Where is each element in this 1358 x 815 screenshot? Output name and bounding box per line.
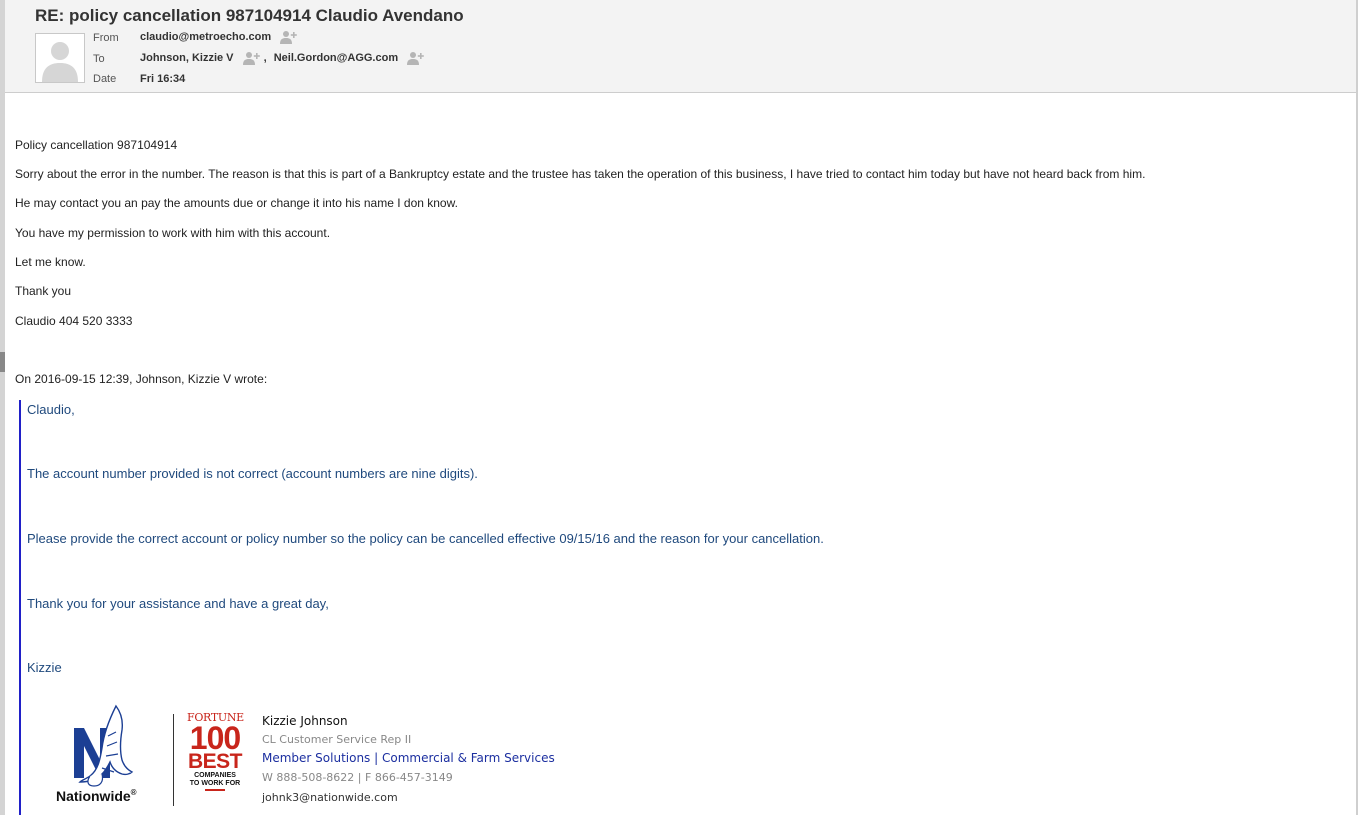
body-line: You have my permission to work with him with this account.: [15, 226, 331, 240]
quoted-line: Claudio,: [27, 402, 75, 417]
from-row: [140, 30, 301, 44]
quoted-line: Kizzie: [27, 660, 62, 675]
signature-name: Kizzie Johnson: [262, 714, 348, 728]
quoted-line: The account number provided is not correct (account numbers are nine digits).: [27, 466, 478, 481]
body-line: Sorry about the error in the number. The reason is that this is part of a Bankruptcy estate and the trustee has taken the operation of this business, I have tried to contact him today but have not heard back from him.: [15, 167, 1146, 181]
person-silhouette-icon: [36, 34, 84, 82]
splitter-handle[interactable]: [0, 352, 5, 372]
quoted-line: Thank you for your assistance and have a great day,: [27, 596, 329, 611]
add-contact-icon[interactable]: [243, 51, 261, 65]
signature-role: CL Customer Service Rep II: [262, 733, 412, 746]
to-recipient-2[interactable]: Neil.Gordon@AGG.com: [273, 52, 399, 64]
to-row: [140, 51, 428, 65]
signature-phone: W 888-508-8622 | F 866-457-3149: [262, 771, 453, 784]
sender-avatar: [35, 33, 85, 83]
date-label: Date: [93, 73, 117, 85]
add-contact-icon[interactable]: [407, 51, 425, 65]
to-label: To: [93, 53, 105, 65]
fortune-number: 100: [189, 720, 241, 756]
fortune-companies: COMPANIES: [194, 772, 236, 779]
fortune-best: BEST: [187, 750, 242, 773]
body-line: Policy cancellation 987104914: [15, 138, 178, 152]
registered-mark: ®: [130, 788, 137, 797]
nationwide-text: Nationwide: [56, 788, 131, 804]
fortune-to-work-for: TO WORK FOR: [189, 780, 241, 787]
email-subject: RE: policy cancellation 987104914 Claudio Avendano: [35, 6, 464, 25]
fortune-underline: [205, 789, 225, 791]
signature-department: Member Solutions | Commercial & Farm Services: [262, 751, 555, 765]
to-recipient-1[interactable]: Johnson, Kizzie V: [140, 52, 234, 64]
add-contact-icon[interactable]: [280, 30, 298, 44]
quoted-line: Please provide the correct account or policy number so the policy can be cancelled effective 09/15/16 and the reason for your cancellation.: [27, 531, 824, 546]
fortune-100-best-badge: [187, 712, 243, 802]
fortune-title: FORTUNE: [187, 711, 244, 724]
body-line: He may contact you an pay the amounts due or change it into his name I don know.: [15, 196, 458, 210]
signature-email[interactable]: johnk3@nationwide.com: [262, 791, 398, 804]
message-header: [5, 0, 1356, 93]
recipient-separator: ,: [263, 52, 267, 64]
body-line: Let me know.: [15, 255, 86, 269]
from-address[interactable]: claudio@metroecho.com: [140, 31, 272, 43]
date-value: Fri 16:34: [140, 73, 186, 85]
nationwide-logo: [50, 702, 162, 808]
window-left-edge: [0, 0, 5, 815]
body-line: Claudio 404 520 3333: [15, 314, 133, 328]
from-label: From: [93, 32, 119, 44]
body-line: Thank you: [15, 284, 72, 298]
nationwide-wordmark: [56, 788, 137, 804]
quote-bar: [19, 400, 21, 815]
signature-divider: [173, 714, 174, 806]
quote-attribution: On 2016-09-15 12:39, Johnson, Kizzie V wrote:: [15, 372, 268, 386]
